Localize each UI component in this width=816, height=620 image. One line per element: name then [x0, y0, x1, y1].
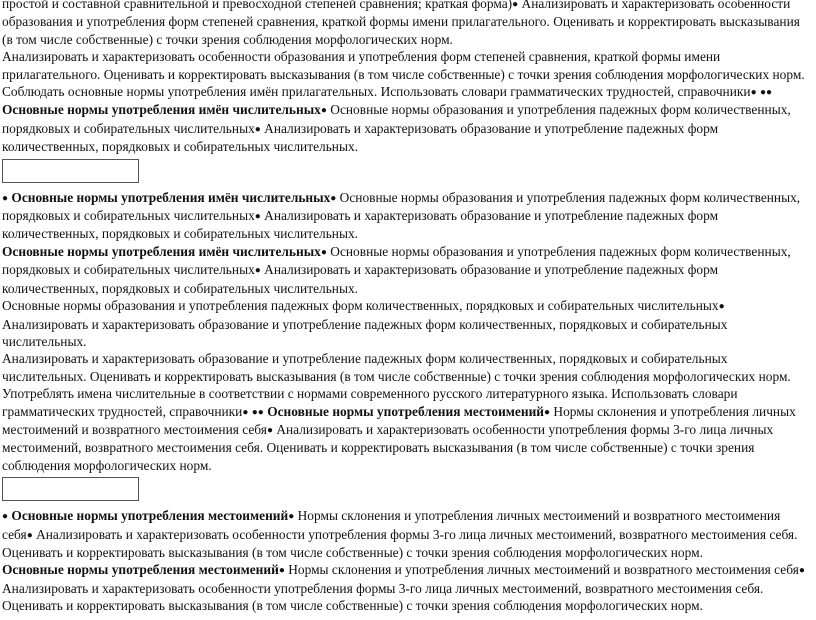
text-numeral-analysis: Анализировать и характеризовать образование и употребление падежных форм количественных, порядковых и собирательных числительных. [2, 120, 719, 155]
bullet-icon: ● [544, 406, 551, 418]
paragraph-adjective-norms [2, 83, 812, 156]
table-cell-empty [2, 477, 139, 501]
bullet-icon: ● [512, 0, 519, 10]
bullet-icon: ● [254, 265, 261, 277]
heading-pronoun-norms: Основные нормы употребления местоимений [267, 403, 545, 419]
paragraph-pronoun-norms [2, 507, 812, 561]
bullet-icon: ● [242, 406, 249, 418]
bullet-icon: ● [320, 105, 327, 117]
paragraph-adjective-analysis: Анализировать и характеризовать особенности образования и употребления форм степеней сравнения, краткой формы имени прилагательного. Оценивать и корректировать высказывания (в том числе собственные) с точки зрения соблюдения морфологических норм. [2, 49, 805, 82]
bullet-icon: ● [759, 87, 767, 99]
text-numeral-norms: Основные нормы образования и употребления падежных форм количественных, порядковых и собирательных числительных [2, 102, 791, 136]
bullet-icon: ● [798, 565, 805, 577]
bullet-icon: ● [320, 246, 327, 258]
heading-numeral-norms: Основные нормы употребления имён числительных [2, 102, 321, 118]
text-pronoun-assessment: Оценивать и корректировать высказывания (в том числе собственные) с точки зрения соблюдения морфологических норм. [2, 440, 755, 473]
bullet-icon: ● [2, 511, 9, 523]
text-numeral-analysis: Анализировать и характеризовать образование и употребление падежных форм количественных, порядковых и собирательных числительных. [2, 316, 728, 349]
paragraph-pronoun-norms-2 [2, 561, 812, 614]
paragraph-adjective-forms [2, 0, 812, 48]
text-numeral-usage: Употреблять имена числительные в соответствии с нормами современного русского литературного языка. Использовать словари грамматических трудностей, справочники [2, 386, 738, 419]
bullet-icon: ● [278, 565, 285, 577]
bullet-icon: ● [254, 211, 261, 223]
text-pronoun-analysis: Анализировать и характеризовать особенности употребления формы 3-го лица личных местоимений, возвратного местоимения себя. [32, 526, 798, 542]
table-cell-empty [2, 159, 139, 183]
text-adjective-norms: Соблюдать основные нормы употребления имён прилагательных. Использовать словари грамматических трудностей, справочники [2, 84, 751, 100]
heading-numeral-norms: Основные нормы употребления имён числительных [11, 189, 331, 205]
bullet-icon: ● [251, 406, 258, 418]
paragraph-numeral-assessment: Анализировать и характеризовать образование и употребление падежных форм количественных, порядковых и собирательных числительных. Оценивать и корректировать высказывания (в том числе собственные) с точки зрения соблюдения морфологических норм. [2, 351, 791, 384]
paragraph-numeral-norms [2, 189, 812, 243]
bullet-icon: ● [288, 511, 295, 523]
paragraph-numeral-forms [2, 297, 812, 350]
bullet-icon: ● [257, 406, 264, 418]
text-adjective-analysis: Анализировать и характеризовать особенности образования и употребления форм степеней сравнения, краткой формы имени прилагательного. Оценивать и корректировать высказывания (в том числе собственные) с точки зрения соблюдения морфологических норм. [2, 0, 800, 47]
text-pronoun-analysis: Анализировать и характеризовать особенности употребления формы 3-го лица личных местоимений, возвратного местоимения себя. [2, 580, 764, 596]
text-pronoun-analysis: Анализировать и характеризовать особенности употребления формы 3-го лица личных местоимений, возвратного местоимения себя. [2, 421, 774, 456]
bullet-icon: ● [718, 301, 725, 313]
text-numeral-norms: Основные нормы образования и употребления падежных форм количественных, порядковых и собирательных числительных [2, 243, 791, 278]
paragraph-numeral-usage [2, 385, 812, 474]
bullet-icon: ● [766, 87, 773, 99]
text-pronoun-norms: Нормы склонения и употребления личных местоимений и возвратного местоимения себя [2, 508, 781, 542]
bullet-icon: ● [26, 529, 33, 541]
text-pronoun-norms: Нормы склонения и употребления личных местоимений и возвратного местоимения себя [284, 562, 799, 578]
heading-pronoun-norms: Основные нормы употребления местоимений [11, 508, 289, 524]
text-numeral-analysis: Анализировать и характеризовать образование и употребление падежных форм количественных, порядковых и собирательных числительных. [2, 208, 719, 242]
bullet-icon: ● [2, 192, 9, 204]
text-adjective-degrees: простой и составной сравнительной и превосходной степеней сравнения; краткая форма) [2, 0, 513, 11]
text-numeral-norms: Основные нормы образования и употребления падежных форм количественных, порядковых и собирательных числительных [2, 189, 801, 224]
bullet-icon: ● [266, 424, 273, 436]
bullet-icon: ● [750, 87, 757, 99]
heading-pronoun-norms: Основные нормы употребления местоимений [2, 562, 279, 578]
text-pronoun-assessment: Оценивать и корректировать высказывания (в том числе собственные) с точки зрения соблюдения морфологических норм. [2, 598, 703, 614]
text-pronoun-assessment: Оценивать и корректировать высказывания (в том числе собственные) с точки зрения соблюдения морфологических норм. [2, 544, 703, 560]
text-numeral-forms: Основные нормы образования и употребления падежных форм количественных, порядковых и собирательных числительных [2, 298, 719, 314]
bullet-icon: ● [330, 192, 337, 204]
text-pronoun-norms: Нормы склонения и употребления личных местоимений и возвратного местоимения себя [2, 403, 796, 437]
heading-numeral-norms: Основные нормы употребления имён числительных [2, 243, 321, 259]
paragraph-numeral-norms-2 [2, 243, 812, 297]
text-numeral-analysis: Анализировать и характеризовать образование и употребление падежных форм количественных, порядковых и собирательных числительных. [2, 262, 719, 296]
bullet-icon: ● [254, 123, 261, 135]
